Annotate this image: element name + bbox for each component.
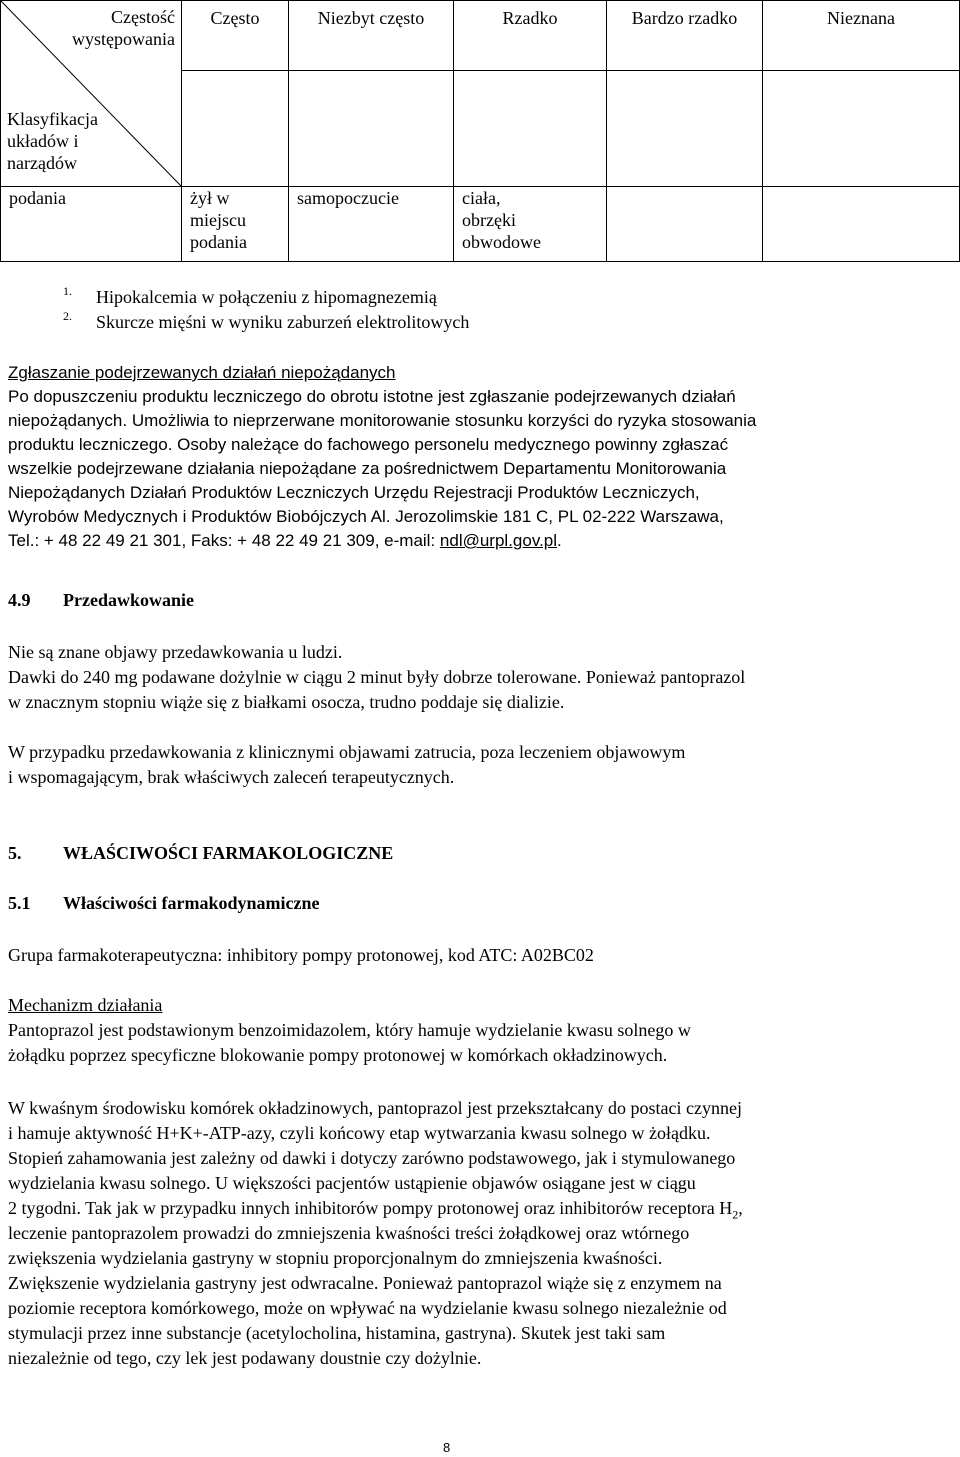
- section-number: 4.9: [8, 590, 31, 610]
- page-number: 8: [443, 1440, 451, 1455]
- section-title: Właściwości farmakodynamiczne: [63, 893, 320, 913]
- header-rare: Rzadko: [454, 1, 607, 71]
- body-line: leczenie pantoprazolem prowadzi do zmniejszenia kwaśności treści żołądkowej oraz wtórnego: [8, 1223, 690, 1243]
- reporting-line: niepożądanych. Umożliwia to nieprzerwane monitorowanie stosunku korzyści do ryzyka stosowania: [8, 411, 757, 430]
- header-unknown: Nieznana: [763, 1, 960, 71]
- table-cell: [607, 187, 763, 262]
- reporting-line: wszelkie podejrzewane działania niepożądane za pośrednictwem Departamentu Monitorowania: [8, 459, 727, 478]
- body-line: żołądku poprzez specyficzne blokowanie pompy protonowej w komórkach okładzinowych.: [8, 1045, 668, 1065]
- footnote-number: 1.: [63, 284, 72, 298]
- body-line: 2 tygodni. Tak jak w przypadku innych inhibitorów pompy protonowej oraz inhibitorów receptora $H_2$,: [8, 1198, 743, 1222]
- section-number: 5.: [8, 843, 22, 863]
- frequency-table: [0, 0, 960, 262]
- organ-class-label: Klasyfikacja układów i narządów: [7, 109, 98, 173]
- reporting-line: produktu leczniczego. Osoby należące do fachowego personelu medycznego powinny zgłaszać: [8, 435, 729, 454]
- table-corner-cell: [1, 1, 182, 187]
- body-line: Stopień zahamowania jest zależny od dawki i dotyczy zarówno podstawowego, jak i stymulowanego: [8, 1148, 736, 1168]
- frequency-label: Częstość występowania: [72, 7, 175, 49]
- footnote-number: 2.: [63, 309, 72, 323]
- body-line: niezależnie od tego, czy lek jest podawany doustnie czy dożylnie.: [8, 1348, 482, 1368]
- body-line: Nie są znane objawy przedawkowania u ludzi.: [8, 642, 343, 662]
- header-very-rare: Bardzo rzadko: [607, 1, 763, 71]
- atc-group: Grupa farmakoterapeutyczna: inhibitory pompy protonowej, kod ATC: A02BC02: [8, 945, 594, 965]
- body-line: i hamuje aktywność H+K+-ATP-azy, czyli końcowy etap wytwarzania kwasu solnego w żołądku.: [8, 1123, 711, 1143]
- section-title: WŁAŚCIWOŚCI FARMAKOLOGICZNE: [63, 843, 394, 863]
- body-line: Dawki do 240 mg podawane dożylnie w ciągu 2 minut były dobrze tolerowane. Ponieważ pantoprazol: [8, 667, 746, 687]
- body-line: wydzielania kwasu solnego. U większości pacjentów ustąpienie objawów osiągane jest w ciągu: [8, 1173, 696, 1193]
- table-cell: [763, 187, 960, 262]
- header-not-often: Niezbyt często: [289, 1, 454, 71]
- mechanism-heading: Mechanizm działania: [8, 995, 163, 1015]
- header-often: Często: [182, 1, 289, 71]
- section-number: 5.1: [8, 893, 31, 913]
- reporting-heading: Zgłaszanie podejrzewanych działań niepożądanych: [8, 363, 396, 382]
- reporting-contact: Tel.: + 48 22 49 21 301, Faks: + 48 22 49 21 309, e-mail: ndl@urpl.gov.pl.: [8, 531, 562, 550]
- section-title: Przedawkowanie: [63, 590, 194, 610]
- table-cell: samopoczucie: [289, 187, 454, 262]
- footnote-text: Skurcze mięśni w wyniku zaburzeń elektrolitowych: [96, 312, 470, 332]
- reporting-line: Wyrobów Medycznych i Produktów Biobójczych Al. Jerozolimskie 181 C, PL 02-222 Warszawa,: [8, 507, 724, 526]
- body-line: i wspomagającym, brak właściwych zaleceń terapeutycznych.: [8, 767, 455, 787]
- reporting-line: Niepożądanych Działań Produktów Leczniczych Urzędu Rejestracji Produktów Leczniczych,: [8, 483, 700, 502]
- body-line: Zwiększenie wydzielania gastryny jest odwracalne. Ponieważ pantoprazol wiąże się z enzymem na: [8, 1273, 722, 1293]
- body-line: Pantoprazol jest podstawionym benzoimidazolem, który hamuje wydzielanie kwasu solnego w: [8, 1020, 691, 1040]
- body-line: W kwaśnym środowisku komórek okładzinowych, pantoprazol jest przekształcany do postaci czynnej: [8, 1098, 742, 1118]
- footnote-text: Hipokalcemia w połączeniu z hipomagnezemią: [96, 287, 437, 307]
- reporting-line: Po dopuszczeniu produktu leczniczego do obrotu istotne jest zgłaszanie podejrzewanych działań: [8, 387, 736, 406]
- body-line: W przypadku przedawkowania z klinicznymi objawami zatrucia, poza leczeniem objawowym: [8, 742, 686, 762]
- body-line: w znacznym stopniu wiąże się z białkami osocza, trudno poddaje się dializie.: [8, 692, 565, 712]
- row-label: podania: [1, 187, 182, 262]
- email-link[interactable]: ndl@urpl.gov.pl: [439, 531, 558, 550]
- body-line: stymulacji przez inne substancje (acetylocholina, histamina, gastryna). Skutek jest taki sam: [8, 1323, 666, 1343]
- table-cell: żył w miejscu podania: [182, 187, 289, 262]
- table-cell: ciała, obrzęki obwodowe: [454, 187, 607, 262]
- body-line: poziomie receptora komórkowego, może on wpływać na wydzielanie kwasu solnego niezależnie od: [8, 1298, 727, 1318]
- body-line: zwiększenia wydzielania gastryny w stopniu proporcjonalnym do zmniejszenia kwaśności.: [8, 1248, 663, 1268]
